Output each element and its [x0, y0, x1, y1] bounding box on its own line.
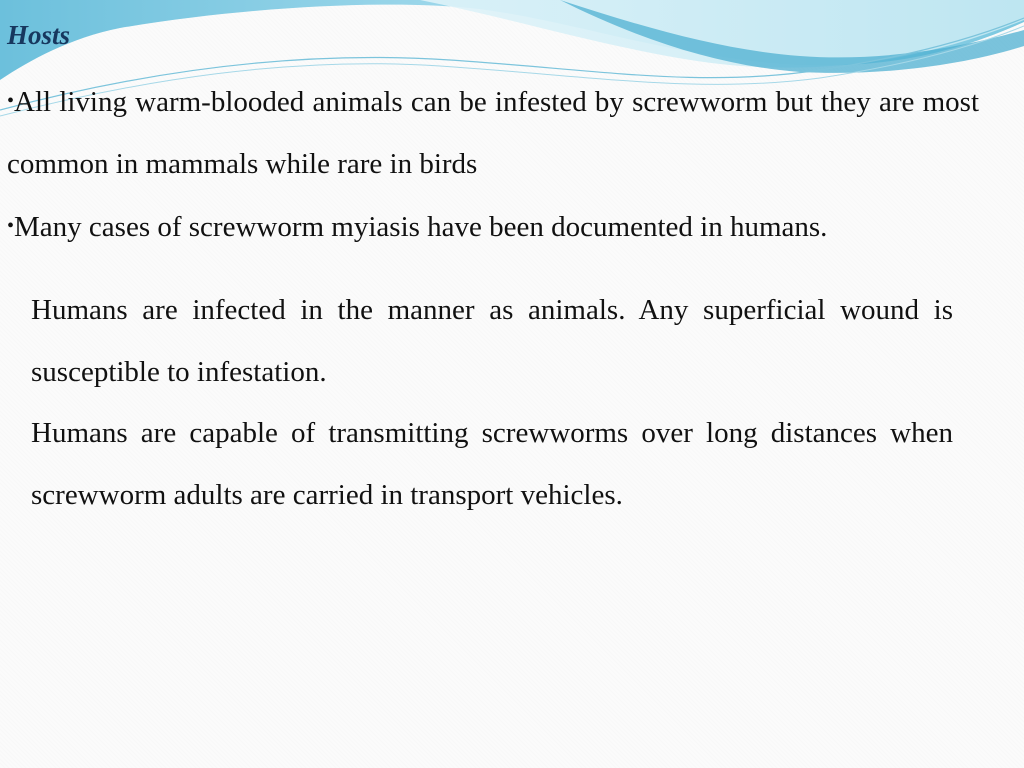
body-paragraphs: [31, 280, 953, 526]
bullet-text: All living warm-blooded animals can be infested by screwworm but they are most common in mammals while rare in birds: [7, 86, 979, 180]
bullet-dot-icon: •: [7, 215, 15, 237]
bullet-dot-icon: •: [7, 90, 15, 112]
slide-title: Hosts: [7, 20, 71, 50]
bullet-text: Many cases of screwworm myiasis have been documented in humans.: [14, 211, 828, 243]
paragraph: Humans are capable of transmitting screwworms over long distances when screwworm adults are carried in transport vehicles.: [31, 417, 953, 511]
paragraph: Humans are infected in the manner as animals. Any superficial wound is susceptible to infestation.: [31, 294, 953, 388]
bullet-item: [7, 195, 979, 258]
bullet-item: [7, 70, 979, 195]
bullet-list: [7, 70, 979, 258]
